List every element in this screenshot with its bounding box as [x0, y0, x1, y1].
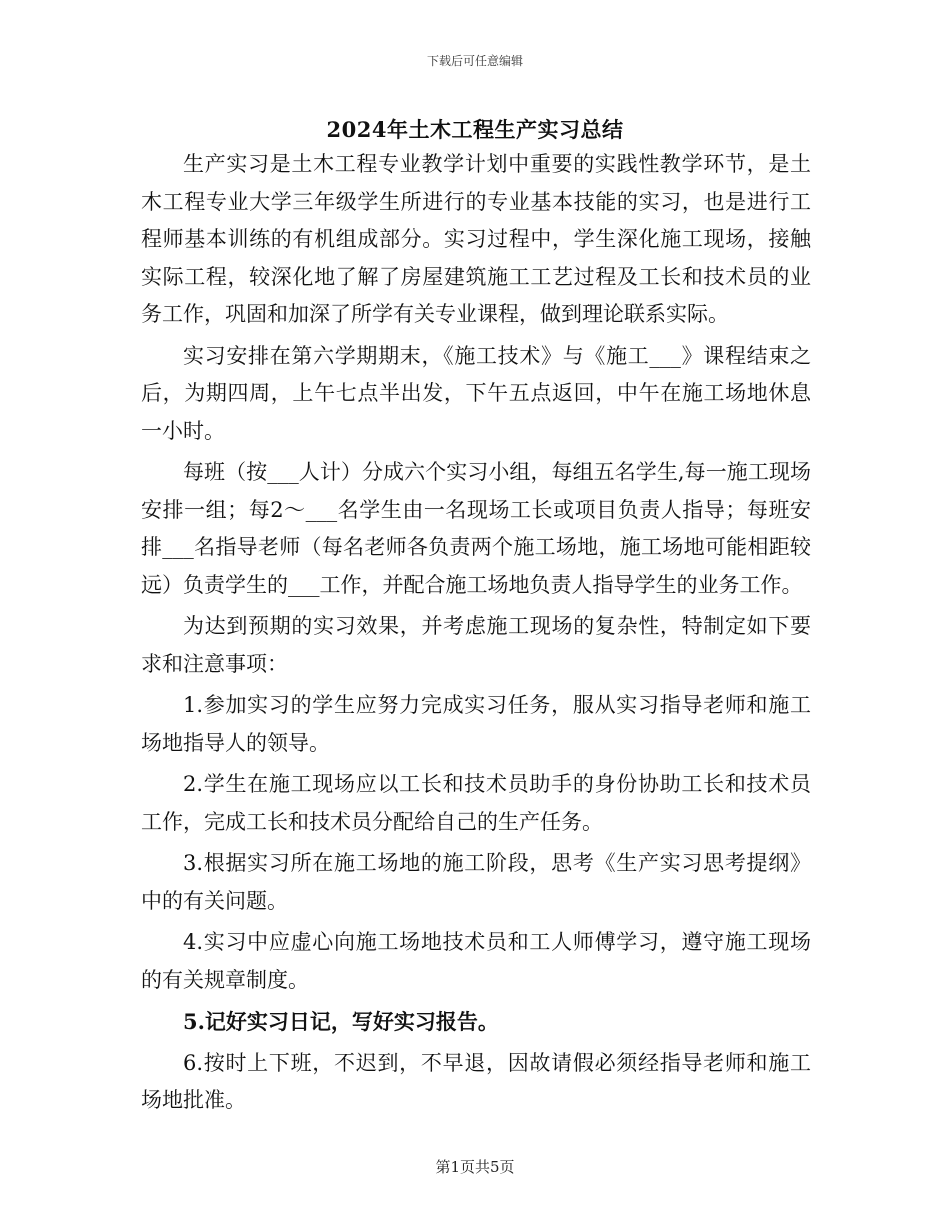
requirement-item-1: 1.参加实习的学生应努力完成实习任务，服从实习指导老师和施工场地指导人的领导。 — [141, 693, 811, 755]
paragraph-requirements-intro: 为达到预期的实习效果，并考虑施工现场的复杂性，特制定如下要求和注意事项： — [141, 614, 811, 676]
page-footer: 第1页共5页 — [435, 1158, 515, 1176]
paragraph-schedule: 实习安排在第六学期期末，《施工技术》与《施工___》课程结束之后，为期四周，上午七点半出发，下午五点返回，中午在施工场地休息一小时。 — [141, 343, 811, 443]
document-body — [141, 146, 811, 1124]
document-title: 2024年土木工程生产实习总结 — [326, 117, 624, 142]
paragraph-intro: 生产实习是土木工程专业教学计划中重要的实践性教学环节，是土木工程专业大学三年级学生所进行的专业基本技能的实习，也是进行工程师基本训练的有机组成部分。实习过程中，学生深化施工现场，接触实际工程，较深化地了解了房屋建筑施工工艺过程及工长和技术员的业务工作，巩固和加深了所学有关专业课程，做到理论联系实际。 — [141, 152, 811, 326]
requirement-item-4: 4.实习中应虚心向施工场地技术员和工人师傅学习，遵守施工现场的有关规章制度。 — [141, 930, 811, 992]
requirement-item-5: 5.记好实习日记，写好实习报告。 — [183, 1009, 499, 1034]
requirement-item-6: 6.按时上下班，不迟到，不早退，因故请假必须经指导老师和施工场地批准。 — [141, 1050, 811, 1112]
requirement-item-3: 3.根据实习所在施工场地的施工阶段，思考《生产实习思考提纲》中的有关问题。 — [141, 851, 811, 913]
header-note: 下载后可任意编辑 — [426, 54, 523, 68]
paragraph-grouping: 每班（按___人计）分成六个实习小组，每组五名学生,每一施工现场安排一组；每2～___名学生由一名现场工长或项目负责人指导；每班安排___名指导老师（每名老师各负责两个施工场地，施工场地可能相距较远）负责学生的___工作，并配合施工场地负责人指导学生的业务工作。 — [141, 460, 811, 597]
requirement-item-2: 2.学生在施工现场应以工长和技术员助手的身份协助工长和技术员工作，完成工长和技术员分配给自己的生产任务。 — [141, 772, 811, 834]
